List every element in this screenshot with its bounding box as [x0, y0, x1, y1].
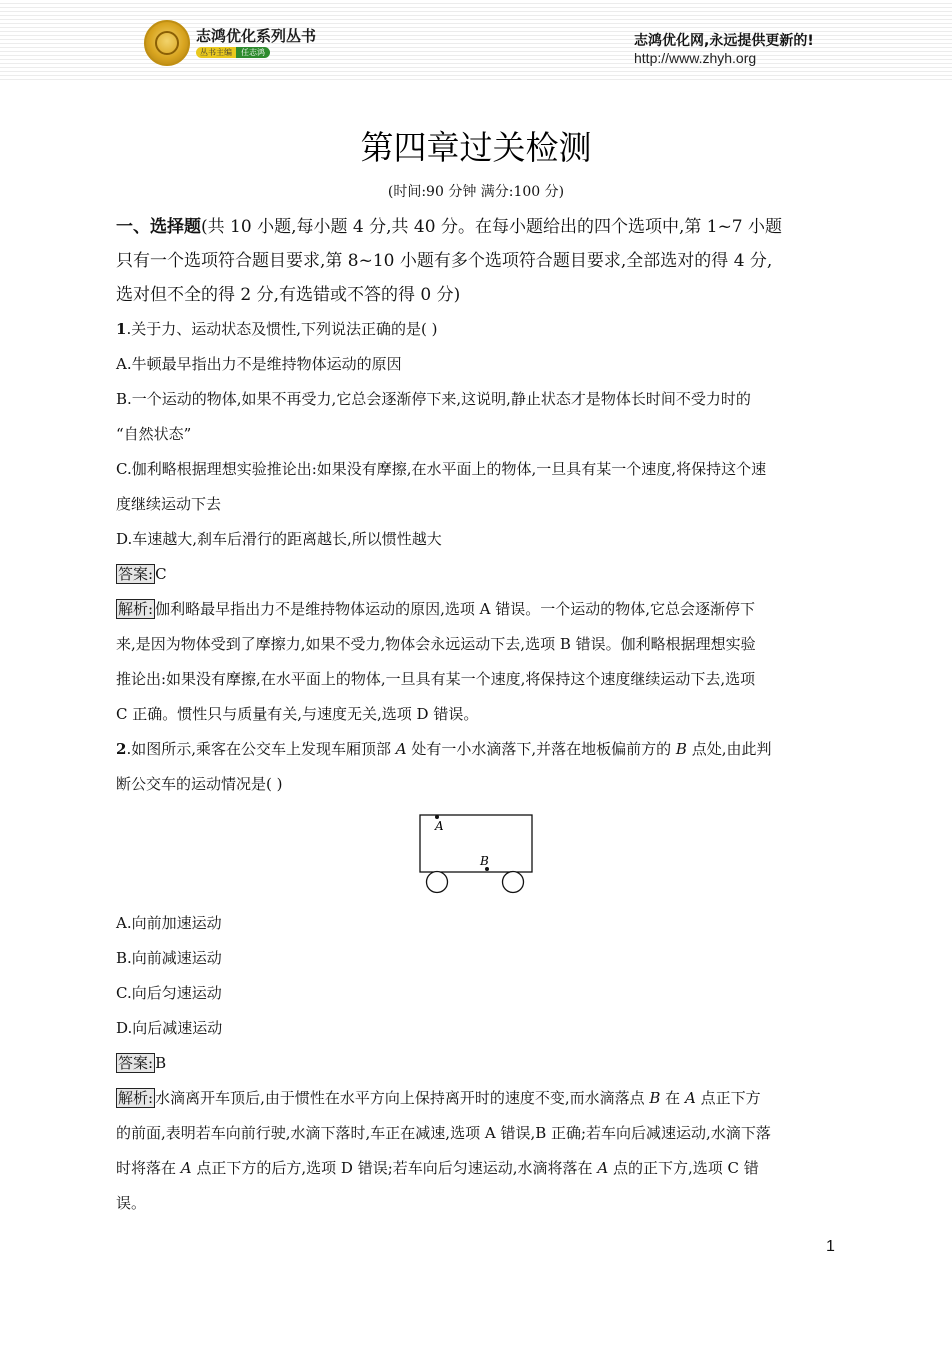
q2-stem: 2.如图所示,乘客在公交车上发现车厢顶部 A 处有一小水滴落下,并落在地板偏前方的 B 点处,由此判 — [116, 740, 772, 758]
q1-analysis-line-3: 推论出:如果没有摩擦,在水平面上的物体,一旦具有某一个速度,将保持这个速度继续运动下去,选项 — [116, 670, 756, 688]
section-intro-line-2: 只有一个选项符合题目要求,第 8~10 小题有多个选项符合题目要求,全部选对的得 4 分, — [116, 251, 773, 271]
editor-label: 丛书主编 — [196, 47, 236, 58]
q2-option-c: C.向后匀速运动 — [116, 984, 222, 1002]
section-intro-line-1: 一、选择题(共 10 小题,每小题 4 分,共 40 分。在每小题给出的四个选项中,第 1~7 小题 — [116, 217, 783, 237]
page-number: 1 — [826, 1238, 835, 1255]
answer-label: 答案: — [118, 1054, 154, 1072]
q1-stem: 1.关于力、运动状态及惯性,下列说法正确的是( ) — [116, 320, 438, 338]
q2-option-b: B.向前减速运动 — [116, 949, 222, 967]
q1-answer — [116, 557, 844, 592]
q2-analysis-line-1: 解析: 水滴离开车顶后,由于惯性在水平方向上保持离开时的速度不变,而水滴落点 B 在 A 点正下方 — [118, 1089, 761, 1107]
header-slogan: 志鸿优化网,永远提供更新的! — [634, 33, 814, 49]
point-b-label: B — [480, 854, 489, 868]
q1-option-c-cont: 度继续运动下去 — [116, 495, 222, 513]
q2-analysis-line-3: 时将落在 A 点正下方的后方,选项 D 错误;若车向后匀速运动,水滴将落在 A 点的正下方,选项 C 错 — [116, 1159, 759, 1177]
q2-answer — [116, 1046, 844, 1081]
q1-option-a: A.牛顿最早指出力不是维持物体运动的原因 — [116, 355, 402, 373]
q1-analysis-line-2: 来,是因为物体受到了摩擦力,如果不受力,物体会永远运动下去,选项 B 错误。伽利略根据理想实验 — [116, 635, 756, 653]
q2-analysis-line-2: 的前面,表明若车向前行驶,水滴下落时,车正在减速,选项 A 错误,B 正确;若车向后减速运动,水滴下落 — [116, 1124, 771, 1142]
exam-content — [116, 210, 844, 1221]
q2-number: 2 — [116, 740, 127, 758]
publisher-logo — [144, 20, 190, 66]
q2-analysis-line-4: 误。 — [116, 1194, 147, 1212]
bus-figure — [116, 802, 844, 906]
header-url[interactable]: http://www.zhyh.org — [634, 50, 757, 66]
section-heading: 一、选择题 — [116, 217, 201, 237]
q1-option-b-cont: “自然状态” — [116, 425, 192, 443]
bus-diagram — [116, 802, 844, 906]
section-intro-line-3: 选对但不全的得 2 分,有选错或不答的得 0 分) — [116, 285, 461, 305]
analysis-label: 解析: — [118, 600, 154, 618]
q1-analysis-line-4: C 正确。惯性只与质量有关,与速度无关,选项 D 错误。 — [116, 705, 479, 723]
q1-option-b: B.一个运动的物体,如果不再受力,它总会逐渐停下来,这说明,静止状态才是物体长时间不受力时的 — [116, 390, 751, 408]
series-title: 志鸿优化系列丛书 — [196, 27, 317, 45]
editor-name: 任志鸿 — [236, 47, 270, 58]
page-header — [0, 0, 952, 80]
page-title: 第四章过关检测 — [360, 128, 592, 167]
q2-stem-cont: 断公交车的运动情况是( ) — [116, 775, 283, 793]
q1-answer-value: C — [155, 565, 167, 583]
rear-wheel — [503, 872, 524, 893]
q1-analysis-line-1: 解析: 伽利略最早指出力不是维持物体运动的原因,选项 A 错误。一个运动的物体,它总会逐渐停下 — [118, 600, 755, 618]
q1-option-d: D.车速越大,刹车后滑行的距离越长,所以惯性越大 — [116, 530, 442, 548]
exam-time-info: (时间:90 分钟 满分:100 分) — [387, 184, 565, 200]
point-a-label: A — [435, 819, 444, 833]
q2-option-d: D.向后减速运动 — [116, 1019, 223, 1037]
front-wheel — [427, 872, 448, 893]
analysis-label: 解析: — [118, 1089, 154, 1107]
q2-option-a: A.向前加速运动 — [116, 914, 222, 932]
answer-label: 答案: — [118, 565, 154, 583]
q2-answer-value: B — [155, 1054, 167, 1072]
series-editor — [196, 47, 270, 58]
q1-number: 1 — [116, 320, 127, 338]
q1-option-c: C.伽利略根据理想实验推论出:如果没有摩擦,在水平面上的物体,一旦具有某一个速度,将保持这个速 — [116, 460, 767, 478]
